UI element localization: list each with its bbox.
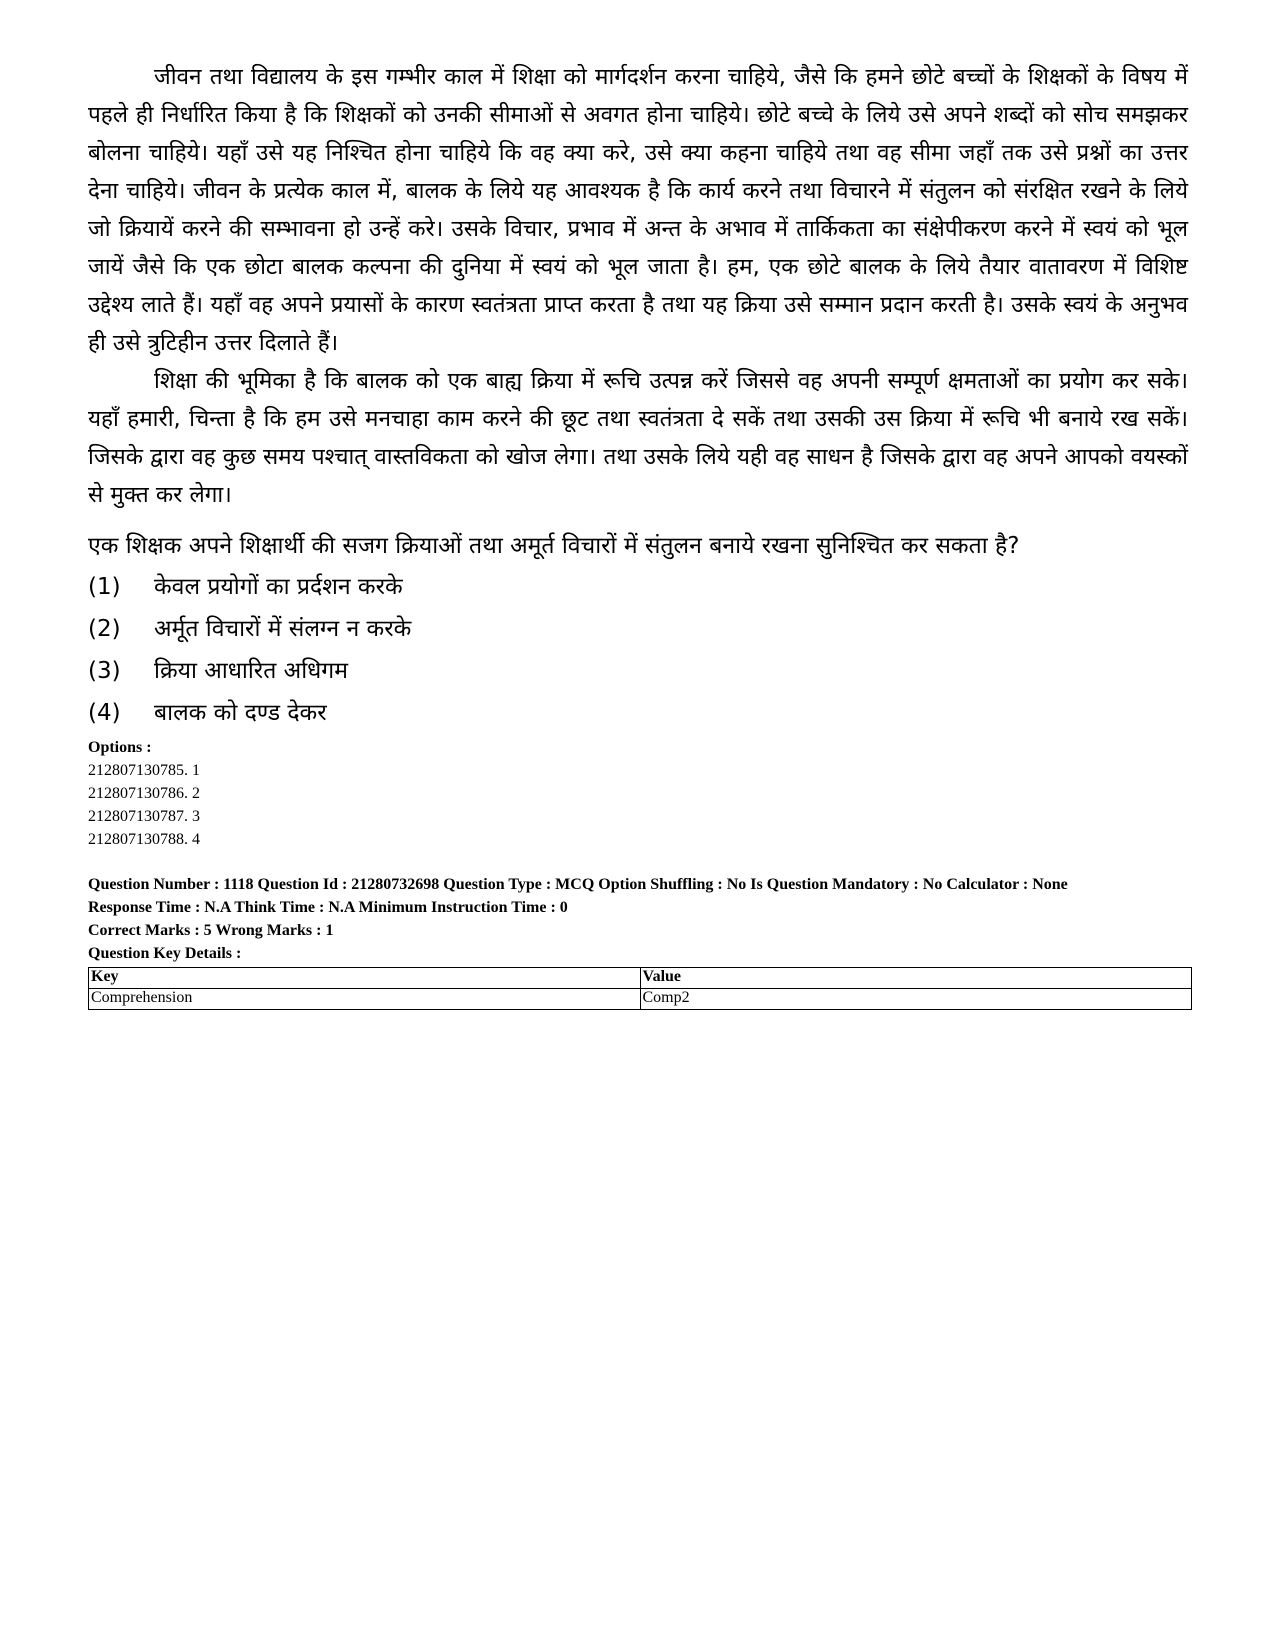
marks-line: Correct Marks : 5 Wrong Marks : 1 (88, 922, 334, 939)
options-block (88, 736, 1188, 851)
choice-text: अर्मूत विचारों में संलग्न न करके (154, 616, 412, 642)
choice-text: केवल प्रयोगों का प्रर्दशन करके (154, 574, 403, 600)
passage-paragraph-1: जीवन तथा विद्यालय के इस गम्भीर काल में शिक्षा को मार्गदर्शन करना चाहिये, जैसे कि हमने छोटे बच्चों के शिक्षकों के विषय में पहले ही निर्धारित किया है कि शिक्षकों को उनकी सीमाओं से अवगत होना चाहिये। छोटे बच्चे के लिये उसे अपने शब्दों को सोच समझकर बोलना चाहिये। यहाँ उसे यह निश्चित होना चाहिये कि वह क्या करे, उसे क्या कहना चाहिये तथा वह सीमा जहाँ तक उसे प्रश्नों का उत्तर देना चाहिये। जीवन के प्रत्येक काल में, बालक के लिये यह आवश्यक है कि कार्य करने तथा विचारने में संतुलन को संरक्षित रखने के लिये जो क्रियायें करने की सम्भावना हो उन्हें करे। उसके विचार, प्रभाव में अन्त के अभाव में तार्किकता का संक्षेपीकरण करने में स्वयं को भूल जायें जैसे कि एक छोटा बालक कल्पना की दुनिया में स्वयं को भूल जाता है। हम, एक छोटे बालक के लिये तैयार वातावरण में विशिष्ट उद्देश्य लाते हैं। यहाँ वह अपने प्रयासों के कारण स्वतंत्रता प्राप्त करता है तथा यह क्रिया उसे सम्मान प्रदान करती है। उसके स्वयं के अनुभव ही उसे त्रुटिहीन उत्तर दिलाते हैं। (88, 64, 1188, 356)
option-id-1: 212807130785. 1 (88, 762, 200, 779)
choice-item-3 (88, 650, 1188, 692)
table-cell-key: Comprehension (89, 989, 641, 1010)
choice-number: (3) (88, 658, 121, 684)
choice-text: बालक को दण्ड देकर (154, 700, 327, 726)
choice-number: (2) (88, 616, 121, 642)
table-header-key: Key (89, 968, 641, 989)
question-info-line-2: Response Time : N.A Think Time : N.A Minimum Instruction Time : 0 (88, 899, 568, 916)
question-info-line-1: Question Number : 1118 Question Id : 21280732698 Question Type : MCQ Option Shuffling : No Is Question Mandatory : No Calculator : None (88, 876, 1068, 893)
choice-item-4 (88, 692, 1188, 734)
choice-text: क्रिया आधारित अधिगम (154, 658, 348, 684)
page (88, 58, 1188, 1010)
option-id-4: 212807130788. 4 (88, 831, 200, 848)
question-text: एक शिक्षक अपने शिक्षार्थी की सजग क्रियाओं तथा अमूर्त विचारों में संतुलन बनाये रखना सुनिश्चित कर सकता है? (88, 533, 1020, 559)
option-id-3: 212807130787. 3 (88, 808, 200, 825)
question-info (88, 873, 1188, 965)
table-header-value: Value (640, 968, 1192, 989)
choice-list (88, 566, 1188, 734)
choice-number: (4) (88, 700, 121, 726)
table-row (89, 989, 1192, 1010)
choice-number: (1) (88, 574, 121, 600)
choice-item-1 (88, 566, 1188, 608)
key-details-table (88, 967, 1192, 1010)
key-details-label: Question Key Details : (88, 945, 242, 962)
options-label: Options : (88, 739, 152, 756)
choice-item-2 (88, 608, 1188, 650)
option-id-2: 212807130786. 2 (88, 785, 200, 802)
passage-paragraph-2: शिक्षा की भूमिका है कि बालक को एक बाह्य क्रिया में रूचि उत्पन्न करें जिससे वह अपनी सम्पूर्ण क्षमताओं का प्रयोग कर सके। यहाँ हमारी, चिन्ता है कि हम उसे मनचाहा काम करने की छूट तथा स्वतंत्रता दे सकें तथा उसकी उस क्रिया में रूचि भी बनाये रख सकें। जिसके द्वारा वह कुछ समय पश्चात् वास्तविकता को खोज लेगा। तथा उसके लिये यही वह साधन है जिसके द्वारा वह अपने आपको वयस्कों से मुक्त कर लेगा। (88, 368, 1188, 508)
passage (88, 58, 1188, 514)
table-header-row (89, 968, 1192, 989)
table-cell-value: Comp2 (640, 989, 1192, 1010)
